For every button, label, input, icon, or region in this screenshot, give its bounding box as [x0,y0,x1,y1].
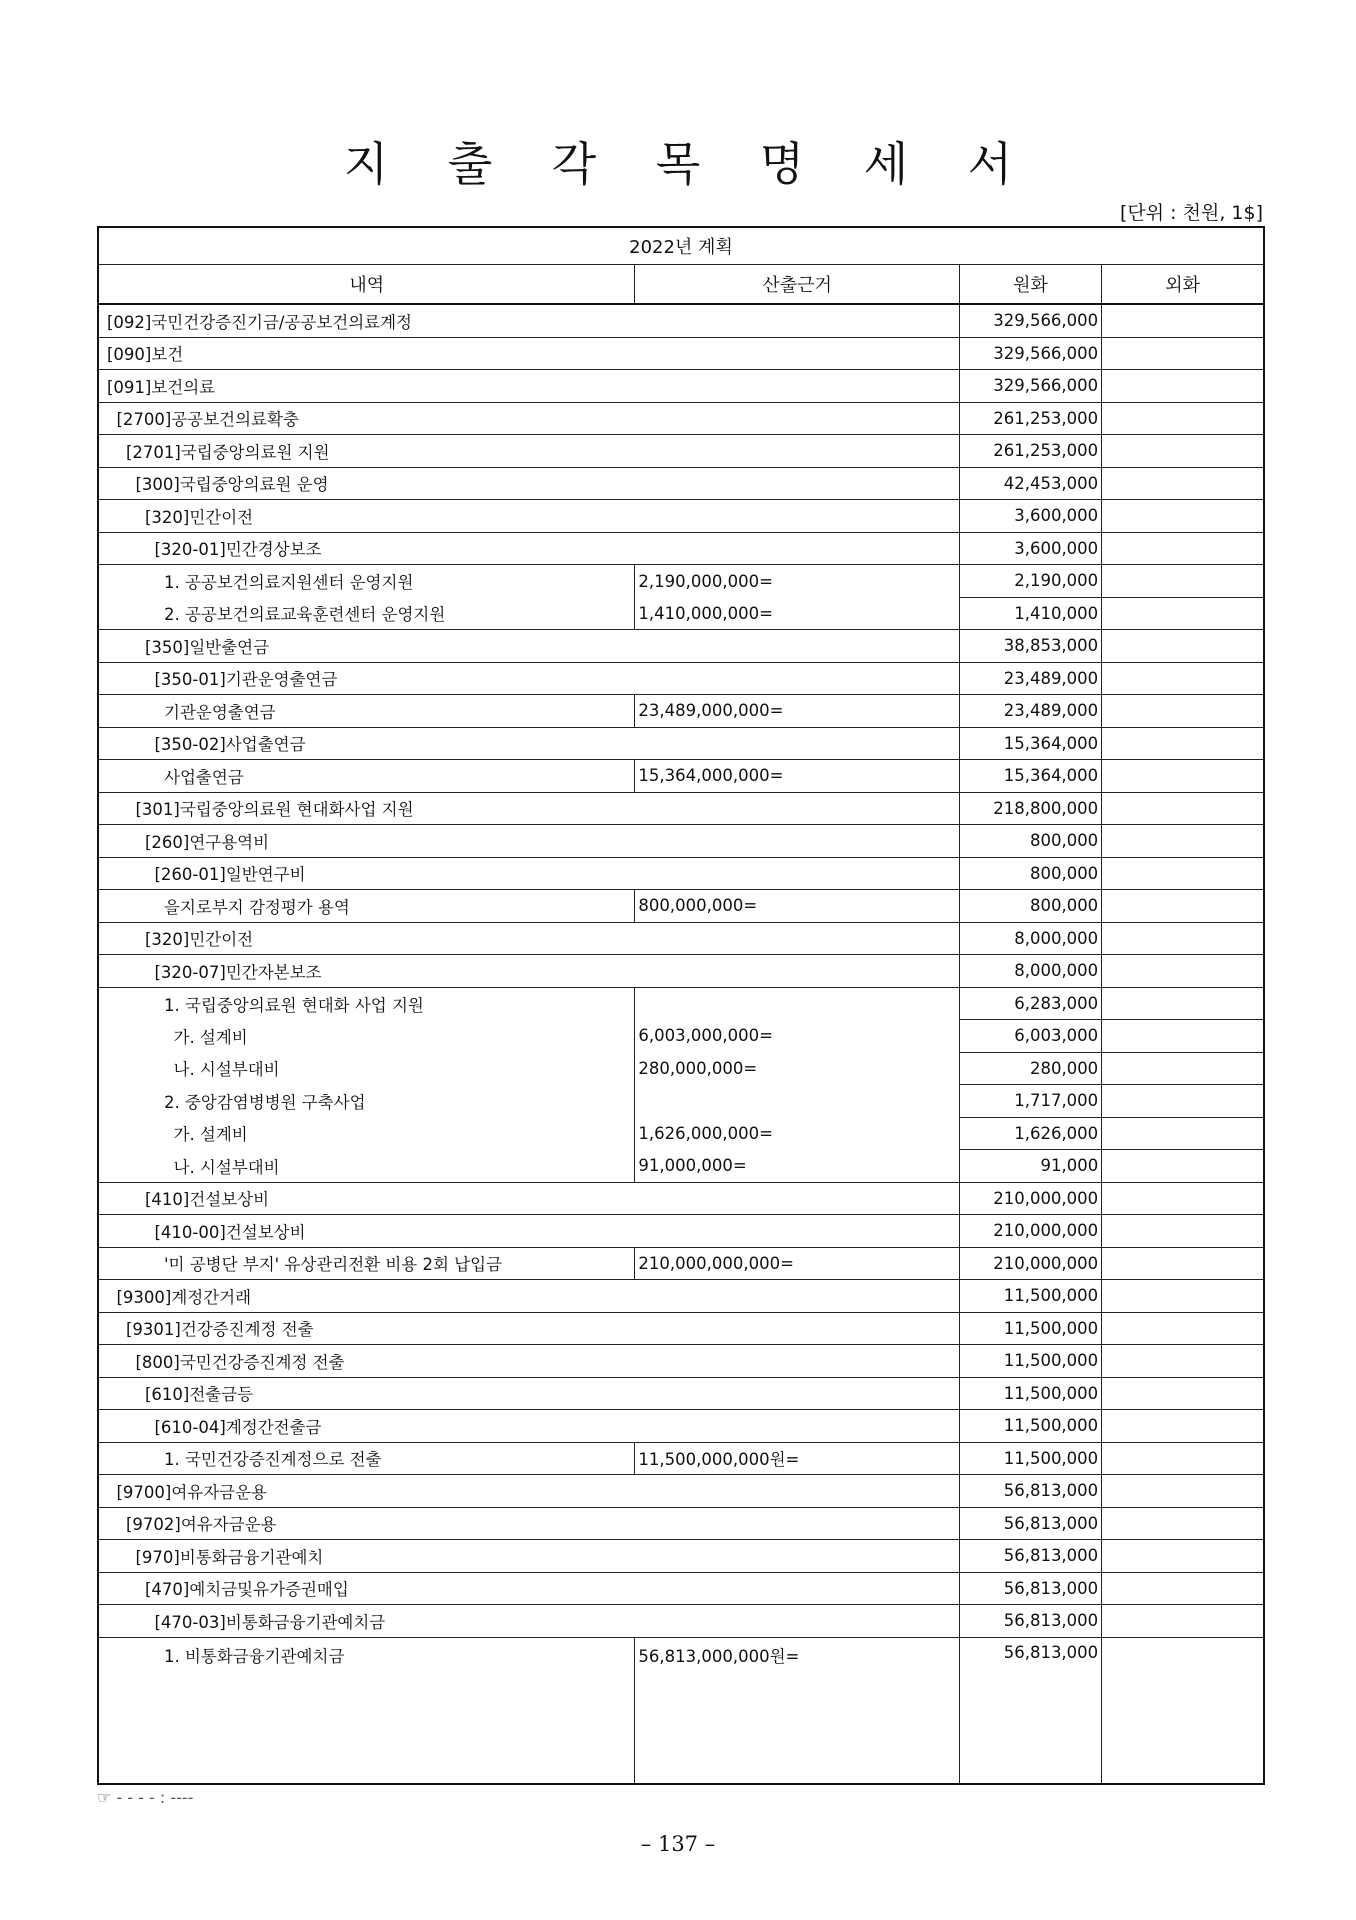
row-calculation-basis: 23,489,000,000= [635,695,960,728]
row-foreign-amount [1102,1247,1264,1280]
footer-note: ☞ - - - - : ---- [97,1788,194,1807]
row-description: 1. 공공보건의료지원센터 운영지원 [98,565,635,598]
column-header-krw: 원화 [959,265,1101,305]
row-krw-amount: 1,717,000 [959,1085,1101,1118]
row-foreign-amount [1102,337,1264,370]
row-foreign-amount [1102,304,1264,337]
table-row [98,1312,1264,1345]
row-foreign-amount [1102,435,1264,468]
row-description: 나. 시설부대비 [98,1150,635,1183]
row-description: [9702]여유자금운용 [98,1507,959,1540]
row-foreign-amount [1102,1637,1264,1784]
table-row [98,987,1264,1020]
row-description: [350-01]기관운영출연금 [98,662,959,695]
row-krw-amount: 11,500,000 [959,1410,1101,1443]
row-foreign-amount [1102,1605,1264,1638]
row-description: 사업출연금 [98,760,635,793]
table-row [98,1117,1264,1150]
row-krw-amount: 23,489,000 [959,695,1101,728]
table-row [98,890,1264,923]
title-char: 명 [759,137,805,191]
row-krw-amount: 11,500,000 [959,1377,1101,1410]
row-description: [092]국민건강증진기금/공공보건의료계정 [98,304,959,337]
row-foreign-amount [1102,597,1264,630]
row-calculation-basis: 11,500,000,000원= [635,1442,960,1475]
table-row [98,1410,1264,1443]
row-description: [091]보건의료 [98,370,959,403]
row-krw-amount: 210,000,000 [959,1215,1101,1248]
row-description: 1. 국립중앙의료원 현대화 사업 지원 [98,987,635,1020]
row-foreign-amount [1102,1117,1264,1150]
row-description: [410]건설보상비 [98,1182,959,1215]
title-char: 서 [967,137,1013,191]
row-krw-amount: 56,813,000 [959,1475,1101,1508]
row-foreign-amount [1102,662,1264,695]
row-description: 을지로부지 감정평가 용역 [98,890,635,923]
table-row [98,1150,1264,1183]
row-description: [610]전출금등 [98,1377,959,1410]
row-krw-amount: 11,500,000 [959,1280,1101,1313]
row-description: 기관운영출연금 [98,695,635,728]
row-foreign-amount [1102,402,1264,435]
row-krw-amount: 3,600,000 [959,500,1101,533]
row-description: [301]국립중앙의료원 현대화사업 지원 [98,792,959,825]
row-foreign-amount [1102,1312,1264,1345]
row-foreign-amount [1102,1020,1264,1053]
table-row [98,1442,1264,1475]
row-description: 나. 시설부대비 [98,1052,635,1085]
row-description: [320]민간이전 [98,500,959,533]
table-row [98,467,1264,500]
row-foreign-amount [1102,695,1264,728]
row-krw-amount: 11,500,000 [959,1442,1101,1475]
column-header-basis: 산출근거 [635,265,960,305]
document-title [0,128,1356,194]
row-foreign-amount [1102,825,1264,858]
row-foreign-amount [1102,532,1264,565]
row-krw-amount: 210,000,000 [959,1247,1101,1280]
table-row [98,1345,1264,1378]
table-row [98,532,1264,565]
table-row [98,500,1264,533]
table-row [98,1540,1264,1573]
table-row [98,1507,1264,1540]
table-row [98,1182,1264,1215]
table-row [98,337,1264,370]
row-krw-amount: 56,813,000 [959,1572,1101,1605]
table-row [98,1215,1264,1248]
title-char: 세 [863,137,909,191]
row-krw-amount: 11,500,000 [959,1312,1101,1345]
row-description: [410-00]건설보상비 [98,1215,959,1248]
column-header-description: 내역 [98,265,635,305]
row-foreign-amount [1102,500,1264,533]
row-krw-amount: 38,853,000 [959,630,1101,663]
row-description: [260]연구용역비 [98,825,959,858]
row-calculation-basis [635,1085,960,1118]
row-foreign-amount [1102,1475,1264,1508]
table-row [98,304,1264,337]
row-calculation-basis: 56,813,000,000원= [635,1637,960,1784]
row-foreign-amount [1102,1150,1264,1183]
table-row [98,402,1264,435]
row-description: 1. 비통화금융기관예치금 [98,1637,635,1784]
table-row [98,1572,1264,1605]
row-foreign-amount [1102,890,1264,923]
row-krw-amount: 56,813,000 [959,1605,1101,1638]
table-row [98,857,1264,890]
row-krw-amount: 91,000 [959,1150,1101,1183]
row-description: [970]비통화금융기관예치 [98,1540,959,1573]
table-row [98,662,1264,695]
table-row [98,727,1264,760]
row-foreign-amount [1102,1507,1264,1540]
table-row [98,825,1264,858]
table-row [98,565,1264,598]
row-krw-amount: 210,000,000 [959,1182,1101,1215]
table-row [98,1475,1264,1508]
table-row [98,1247,1264,1280]
table-row [98,792,1264,825]
row-krw-amount: 2,190,000 [959,565,1101,598]
row-krw-amount: 261,253,000 [959,402,1101,435]
table-row [98,1052,1264,1085]
row-krw-amount: 3,600,000 [959,532,1101,565]
row-description: [350-02]사업출연금 [98,727,959,760]
row-krw-amount: 6,003,000 [959,1020,1101,1053]
row-description: 2. 공공보건의료교육훈련센터 운영지원 [98,597,635,630]
row-foreign-amount [1102,1345,1264,1378]
row-krw-amount: 329,566,000 [959,304,1101,337]
row-krw-amount: 56,813,000 [959,1507,1101,1540]
row-description: [9301]건강증진계정 전출 [98,1312,959,1345]
row-foreign-amount [1102,1377,1264,1410]
table-row [98,370,1264,403]
unit-label: [단위 : 천원, 1$] [1120,202,1263,224]
row-foreign-amount [1102,1572,1264,1605]
title-char: 지 [343,137,389,191]
row-calculation-basis [635,987,960,1020]
row-krw-amount: 15,364,000 [959,727,1101,760]
table-row [98,1377,1264,1410]
row-foreign-amount [1102,1540,1264,1573]
table-row [98,597,1264,630]
row-foreign-amount [1102,1410,1264,1443]
row-description: [260-01]일반연구비 [98,857,959,890]
row-calculation-basis: 2,190,000,000= [635,565,960,598]
row-calculation-basis: 1,410,000,000= [635,597,960,630]
table-row [98,760,1264,793]
row-krw-amount: 8,000,000 [959,955,1101,988]
row-krw-amount: 11,500,000 [959,1345,1101,1378]
row-foreign-amount [1102,565,1264,598]
table-row [98,435,1264,468]
row-calculation-basis: 6,003,000,000= [635,1020,960,1053]
row-foreign-amount [1102,955,1264,988]
row-foreign-amount [1102,467,1264,500]
row-krw-amount: 56,813,000 [959,1540,1101,1573]
row-foreign-amount [1102,987,1264,1020]
row-foreign-amount [1102,1052,1264,1085]
title-char: 각 [551,137,597,191]
row-description: [800]국민건강증진계정 전출 [98,1345,959,1378]
row-krw-amount: 800,000 [959,825,1101,858]
row-foreign-amount [1102,1442,1264,1475]
table-row [98,1085,1264,1118]
table-row [98,1020,1264,1053]
row-description: [320-01]민간경상보조 [98,532,959,565]
row-calculation-basis: 91,000,000= [635,1150,960,1183]
table-row [98,1605,1264,1638]
row-krw-amount: 280,000 [959,1052,1101,1085]
row-foreign-amount [1102,857,1264,890]
row-calculation-basis: 210,000,000,000= [635,1247,960,1280]
table-row [98,695,1264,728]
row-foreign-amount [1102,1182,1264,1215]
row-krw-amount: 800,000 [959,890,1101,923]
row-krw-amount: 15,364,000 [959,760,1101,793]
row-description: [320-07]민간자본보조 [98,955,959,988]
row-calculation-basis: 1,626,000,000= [635,1117,960,1150]
row-description: [350]일반출연금 [98,630,959,663]
row-description: [610-04]계정간전출금 [98,1410,959,1443]
row-calculation-basis: 15,364,000,000= [635,760,960,793]
row-krw-amount: 8,000,000 [959,922,1101,955]
row-krw-amount: 800,000 [959,857,1101,890]
row-foreign-amount [1102,370,1264,403]
row-description: [470]예치금및유가증권매입 [98,1572,959,1605]
column-header-foreign: 외화 [1102,265,1264,305]
row-krw-amount: 218,800,000 [959,792,1101,825]
row-krw-amount: 261,253,000 [959,435,1101,468]
row-description: [090]보건 [98,337,959,370]
row-krw-amount: 23,489,000 [959,662,1101,695]
row-foreign-amount [1102,727,1264,760]
table-body [98,304,1264,1784]
expenditure-table [97,226,1265,1785]
row-description: 1. 국민건강증진계정으로 전출 [98,1442,635,1475]
row-foreign-amount [1102,1215,1264,1248]
row-description: [9300]계정간거래 [98,1280,959,1313]
row-calculation-basis: 280,000,000= [635,1052,960,1085]
row-description: [320]민간이전 [98,922,959,955]
row-foreign-amount [1102,1280,1264,1313]
row-foreign-amount [1102,792,1264,825]
title-char: 출 [447,137,493,191]
row-krw-amount: 6,283,000 [959,987,1101,1020]
row-description: [9700]여유자금운용 [98,1475,959,1508]
page-number: – 137 – [640,1832,716,1856]
row-krw-amount: 1,626,000 [959,1117,1101,1150]
row-calculation-basis: 800,000,000= [635,890,960,923]
plan-year-header: 2022년 계획 [98,227,1264,265]
row-krw-amount: 42,453,000 [959,467,1101,500]
row-description: [2700]공공보건의료확충 [98,402,959,435]
row-krw-amount: 1,410,000 [959,597,1101,630]
row-description: 가. 설계비 [98,1117,635,1150]
row-foreign-amount [1102,760,1264,793]
table-row [98,630,1264,663]
row-description: [300]국립중앙의료원 운영 [98,467,959,500]
table-row [98,922,1264,955]
row-description: [470-03]비통화금융기관예치금 [98,1605,959,1638]
row-krw-amount: 329,566,000 [959,337,1101,370]
row-description: 가. 설계비 [98,1020,635,1053]
row-krw-amount: 56,813,000 [959,1637,1101,1784]
row-description: [2701]국립중앙의료원 지원 [98,435,959,468]
row-krw-amount: 329,566,000 [959,370,1101,403]
row-foreign-amount [1102,630,1264,663]
table-row [98,1637,1264,1784]
row-description: '미 공병단 부지' 유상관리전환 비용 2회 납입금 [98,1247,635,1280]
row-foreign-amount [1102,1085,1264,1118]
table-row [98,955,1264,988]
title-char: 목 [655,137,701,191]
table-row [98,1280,1264,1313]
row-foreign-amount [1102,922,1264,955]
row-description: 2. 중앙감염병병원 구축사업 [98,1085,635,1118]
